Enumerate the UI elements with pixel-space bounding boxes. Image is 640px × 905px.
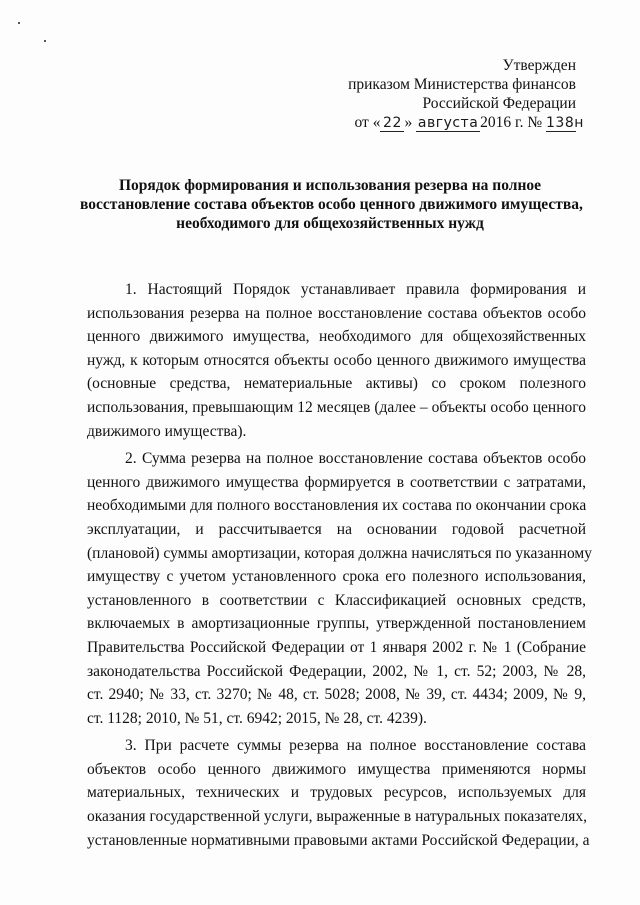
paragraph-line: ценного движимого имущества формируется в соответствии с затратами, <box>87 473 586 491</box>
approval-line: Российской Федерации <box>422 95 576 112</box>
paragraph-line: использования, превышающим 12 месяцев (далее – объекты особо ценного <box>87 398 586 416</box>
approval-block <box>276 56 584 132</box>
approval-line: приказом Министерства финансов <box>348 76 576 93</box>
paragraph-line: (плановой) суммы амортизации, которая должна начисляться по указанному <box>87 544 592 562</box>
scan-speck <box>18 22 20 24</box>
paragraph-line: 3. При расчете суммы резерва на полное восстановление состава <box>125 737 586 755</box>
date-month: августа <box>417 115 479 131</box>
paragraph-line: необходимыми для полного восстановления их состава по окончании срока <box>87 497 587 515</box>
paragraph-line: (основные средства, нематериальные активы) со сроком полезного <box>87 375 586 393</box>
paragraph-line: установленного в соответствии с Классификацией основных средств, <box>87 591 586 609</box>
paragraph-line: ст. 1128; 2010, № 51, ст. 6942; 2015, № 28, ст. 4239). <box>87 709 427 727</box>
paragraph-line: нужд, к которым относятся объекты особо ценного движимого имущества <box>87 351 586 369</box>
paragraph-line: ценного движимого имущества, необходимого для общехозяйственных <box>87 328 586 346</box>
order-number: 138н <box>546 115 584 131</box>
paragraph-line: объектов особо ценного движимого имущества применяются нормы <box>87 760 586 778</box>
paragraph-line: ст. 2940; № 33, ст. 3270; № 48, ст. 5028; 2008, № 39, ст. 4434; 2009, № 9, <box>87 686 586 704</box>
title-line: восстановление состава объектов особо ценного движимого имущества, <box>80 196 583 213</box>
scan-speck <box>44 40 46 42</box>
paragraph-line: имуществу с учетом установленного срока его полезного использования, <box>87 568 586 586</box>
date-year: 2016 г. № <box>480 114 543 131</box>
paragraph-line: использования резерва на полное восстановление состава объектов особо <box>87 304 586 322</box>
paragraph-line: Правительства Российской Федерации от 1 января 2002 г. № 1 (Собрание <box>87 638 586 656</box>
paragraph-line: 1. Настоящий Порядок устанавливает правила формирования и <box>125 281 586 298</box>
document-title <box>80 176 583 233</box>
title-line: Порядок формирования и использования резерва на полное <box>118 177 542 194</box>
paragraph-line: 2. Сумма резерва на полное восстановление состава объектов особо <box>125 450 586 468</box>
paragraph-3 <box>87 734 590 852</box>
paragraph-line: оказания государственной услуги, выраженные в натуральных показателях, <box>87 808 588 826</box>
paragraph-line: включаемых в амортизационные группы, утвержденной постановлением <box>87 615 586 633</box>
paragraph-line: эксплуатации, и рассчитывается на основании годовой расчетной <box>87 520 586 538</box>
title-line: необходимого для общехозяйственных нужд <box>176 215 484 232</box>
paragraph-line: установленные нормативными правовыми актами Российской Федерации, а <box>87 831 590 849</box>
date-day: 22 <box>380 115 404 132</box>
paragraph-line: материальных, технических и трудовых ресурсов, используемых для <box>87 784 586 802</box>
date-quote-close: » <box>404 114 413 131</box>
paragraph-1 <box>87 278 586 443</box>
paragraph-2 <box>87 447 592 730</box>
document-body <box>87 278 592 856</box>
approval-line: Утвержден <box>502 57 576 74</box>
date-prefix: от « <box>354 114 381 131</box>
approval-date-line <box>276 113 584 132</box>
paragraph-line: движимого имущества). <box>87 422 247 440</box>
paragraph-line: законодательства Российской Федерации, 2002, № 1, ст. 52; 2003, № 28, <box>87 662 586 680</box>
